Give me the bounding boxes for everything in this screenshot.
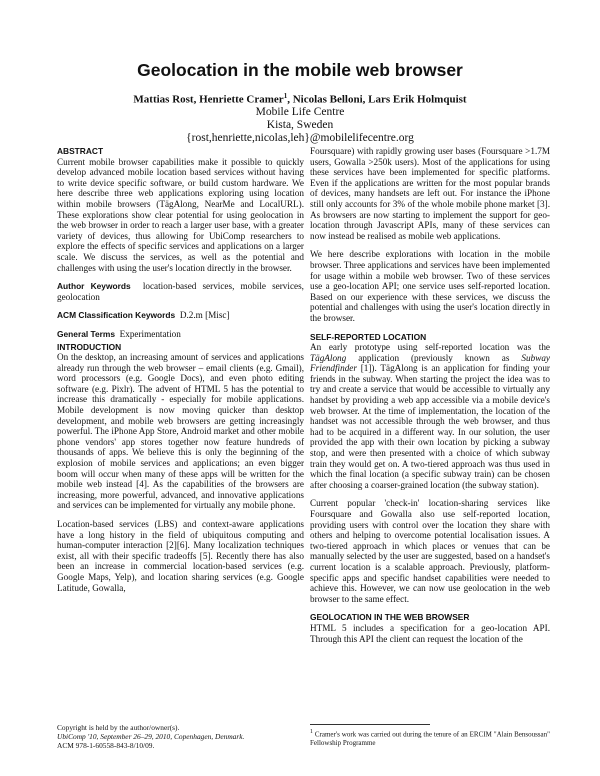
introduction-paragraph-1: On the desktop, an increasing amount of services and applications already run through the web browser – email clients (e.g. Gmail), word processors (e.g. Google Docs), and even photo editing software (e.g. Pixlr). The advent of HTML 5 has the potential to increase this dramatically - especially for mobile applications. Mobile development is now moving quicker than desktop development, and mobile web browsers are getting increasingly powerful. The iPhone App Store, Android market and other mobile phone vendors' app stores together now feature hundreds of thousands of apps. We believe this is only the beginning of the explosion of mobile services and applications; an even bigger boom will occur when many of these apps will be written for the mobile web instead [4]. As the capabilities of the browsers are increasing, more powerful, advanced, and innovative applications and services can be implemented for virtually any mobile phone. [57,352,304,511]
authors-part-2: , Nicolas Belloni, Lars Erik Holmquist [287,93,467,106]
author-list [0,92,600,106]
copyright-block [57,723,304,750]
author-footnote-mark: 1 [283,92,288,100]
right-paragraph-1: Foursquare) with rapidly growing user bases (Foursquare >1.7M users, Gowalla >250k users). Most of the applications for using these services have been implemented for specific platforms. Even if the applications are written for the most popular brands of devices, many handsets are left out. For instance the iPhone still only accounts for 3% of the whole mobile phone market [3]. As browsers are now starting to implement the support for geo-location through Javascript APIs, many of these services can now instead be realised as mobile web applications. [310,146,550,241]
affiliation-city: Kista, Sweden [266,119,334,131]
left-column [57,146,304,601]
right-column [310,146,550,652]
footnote-text: Cramer's work was carried out during the tenure of an ERCIM "Alain Bensoussan" Fellowship Programme [310,730,550,747]
general-terms [57,329,304,340]
copyright-line-3: ACM 978-1-60558-843-8/10/09. [57,741,155,750]
footnote-divider [310,724,430,725]
copyright-line-1: Copyright is held by the author/owner(s). [57,723,180,732]
footnote-mark: 1 [310,729,313,735]
geolocation-heading: GEOLOCATION IN THE WEB BROWSER [310,612,470,623]
paper-title: Geolocation in the mobile web browser [137,60,463,80]
keywords-label: Author Keywords [57,281,131,292]
affiliation-org: Mobile Life Centre [255,106,345,118]
right-paragraph-2: We here describe explorations with location in the mobile browser. Three applications and services have been implemented for usage within a mobile web browser. Two of these services use a geo-location API; one service uses self-reported location. Based on our experience with these services, we discuss the potential and challenges with using the user's location directly in the browser. [310,249,550,323]
acm-classification [57,310,304,321]
self-reported-paragraph-2: Current popular 'check-in' location-sharing services like Foursquare and Gowalla also use self-reported location, providing users with control over the location they share with others and helping to overcome potential localisation issues. A two-tiered approach in which places or venues that can be manually selected by the user are suggested, based on a handset's current location is a scalable approach. Previously, platform-specific apps and specific handset capabilities were needed to achieve this. However, we can now use geolocation in the web browser to the same effect. [310,498,550,604]
affiliation-email: {rost,henriette,nicolas,leh}@mobilelifecentre.org [186,132,414,144]
general-terms-label: General Terms [57,328,116,339]
acm-label: ACM Classification Keywords [57,310,176,321]
introduction-heading: INTRODUCTION [57,341,122,352]
acm-text: D.2.m [Misc] [179,310,230,321]
authors-part-1: Mattias Rost, Henriette Cramer [133,93,284,106]
geolocation-paragraph: HTML 5 includes a specification for a geo-location API. Through this API the client can request the location of the [310,622,550,644]
introduction-paragraph-2: Location-based services (LBS) and context-aware applications have a long history in the field of ubiquitous computing and human-computer interaction [2][6]. Many localization techniques exist, all with their specific tradeoffs [5]. Recently there has also been an increase in commercial location-based services (e.g. Google Maps, Yelp), and location sharing services (e.g. Google Latitude, Gowalla, [57,519,304,593]
copyright-line-2: UbiComp '10, September 26–29, 2010, Copenhagen, Denmark. [57,732,245,741]
abstract-text: Current mobile browser capabilities make it possible to quickly develop advanced mobile location based services without having to write device specific software, or build custom hardware. We here describe three web applications exploring using location within mobile browsers (TägAlong, NearMe and LocalURL). These explorations show clear potential for using geolocation in the web browser in order to reach a larger user base, with a greater variety of devices, thus allowing for UbiComp researchers to explore the effects of specific services and applications on a larger scale. We discuss the services, as well as the potential and challenges with using the user's location directly in the browser. [57,156,304,273]
self-reported-paragraph-1: An early prototype using self-reported location was the TägAlong application (previously known as Subway Friendfinder [1]). TägAlong is an application for finding your friends in the subway. When starting the project the idea was to try and create a service that would be accessible to virtually any handset by providing a web app accessible via a mobile device's web browser. At the time of implementation, the location of the handset was not accessible through the web browser, and thus had to be acquired in a different way. In our solution, the user provided the app with their own location by picking a subway stop, and were then presented with a choice of which subway train they would get on. A two-tiered approach was thus used in which the final location (a specific subway train) can be chosen after choosing a coarser-grained location (the subway station). [310,342,550,490]
keywords-text: location-based services, mobile services, geolocation [57,281,304,302]
footnote [310,728,550,747]
author-keywords [57,281,304,302]
general-terms-text: Experimentation [119,328,181,339]
abstract-heading: ABSTRACT [57,146,104,156]
self-reported-heading: SELF-REPORTED LOCATION [310,331,427,342]
